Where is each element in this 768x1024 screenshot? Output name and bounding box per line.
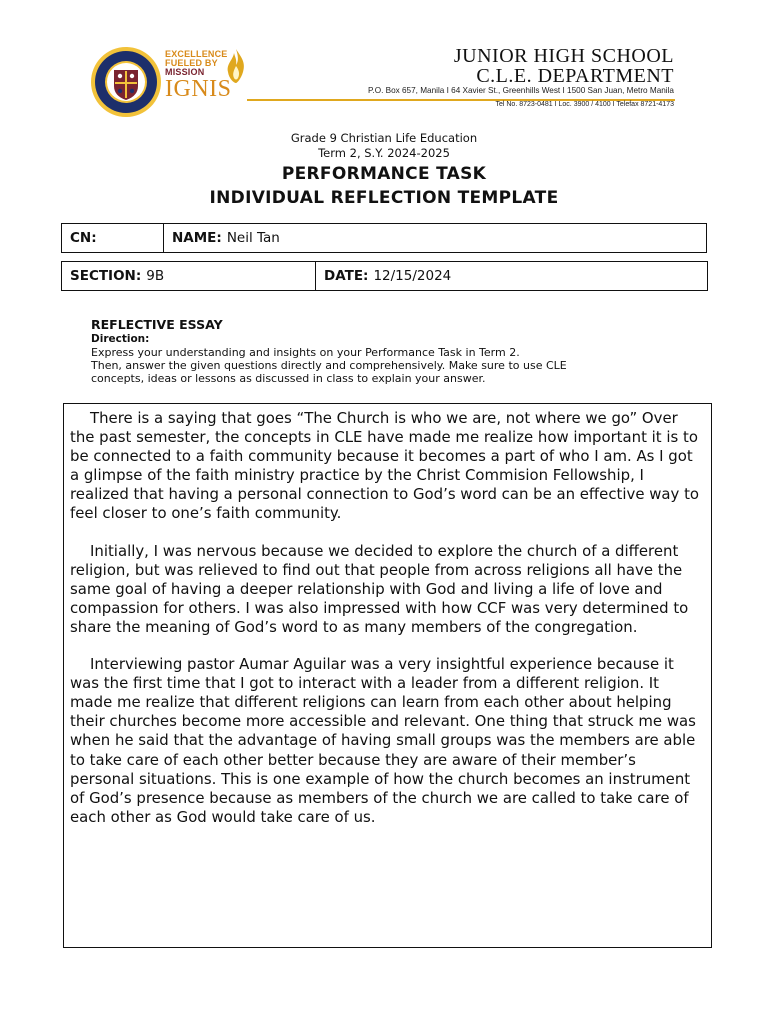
name-value: Neil Tan <box>226 230 280 246</box>
course-line: Grade 9 Christian Life Education <box>290 131 478 145</box>
school-address: P.O. Box 657, Manila I 64 Xavier St., Greenhills West I 1500 San Juan, Metro Manila <box>368 86 674 95</box>
cn-name-row <box>61 223 707 253</box>
direction-label: Direction: <box>91 333 150 345</box>
motto-line: FUELED BY <box>165 58 218 68</box>
section-cell[interactable]: SECTION: 9B <box>62 262 316 290</box>
essay-text <box>70 409 702 845</box>
direction-line: Then, answer the given questions directly and comprehensively. Make sure to use CLE <box>91 359 567 373</box>
term-line: Term 2, S.Y. 2024-2025 <box>318 146 450 160</box>
essay-paragraph: There is a saying that goes “The Church is who we are, not where we go” Over the past semester, the concepts in CLE have made me realize how important it is to be connected to a faith community because it becomes a part of who I am. As I got a glimpse of the faith ministry practice by the Christ Commision Fellowship, I realized that having a personal connection to God’s word can be an effective way to feel closer to one’s faith community. <box>70 409 700 523</box>
name-cell[interactable]: NAME: Neil Tan <box>172 230 280 246</box>
section-value: 9B <box>146 268 165 284</box>
school-seal-icon <box>90 46 162 118</box>
direction-line: concepts, ideas or lessons as discussed in class to explain your answer. <box>91 372 486 386</box>
section-date-row <box>61 261 708 291</box>
essay-instructions <box>91 317 691 386</box>
direction-line: Express your understanding and insights on your Performance Task in Term 2. <box>91 346 520 359</box>
date-value: 12/15/2024 <box>373 268 452 284</box>
school-title: JUNIOR HIGH SCHOOL C.L.E. DEPARTMENT <box>453 45 674 87</box>
motto-line: MISSION <box>165 67 205 77</box>
flame-icon <box>225 48 247 84</box>
title-block <box>0 131 768 210</box>
cn-cell[interactable]: CN: <box>62 224 164 252</box>
essay-paragraph: Initially, I was nervous because we decided to explore the church of a different religion, but was relieved to find out that people from across religions all have the same goal of having a deeper relationship with God and living a life of love and compassion for others. I was also impressed with how CCF was very determined to share the meaning of God’s word to as many members of the congregation. <box>70 541 689 636</box>
essay-box[interactable] <box>63 403 712 948</box>
essay-paragraph: Interviewing pastor Aumar Aguilar was a very insightful experience because it was the first time that I got to interact with a leader from a different religion. It made me realize that different religions can learn from each other about helping their churches become more accessible and relevant. One thing that struck me was when he said that the advantage of having small groups was the members are able to take care of each other better because they are aware of their member’s personal situations. This is one example of how the church becomes an instrument of God’s presence because as members of the church we are called to take care of each other as God would take care of us. <box>70 655 696 826</box>
date-cell[interactable]: DATE: 12/15/2024 <box>324 268 452 284</box>
brand-name: IGNIS <box>165 76 232 102</box>
school-contacts: Tel No. 8723-0481 I Loc. 3900 / 4100 I Telefax 8721-4173 <box>495 101 674 108</box>
task-title: PERFORMANCE TASK <box>281 164 487 184</box>
essay-heading: REFLECTIVE ESSAY <box>91 317 223 332</box>
motto-line: EXCELLENCE <box>165 49 228 59</box>
template-title: INDIVIDUAL REFLECTION TEMPLATE <box>209 188 559 208</box>
letterhead <box>0 0 768 120</box>
